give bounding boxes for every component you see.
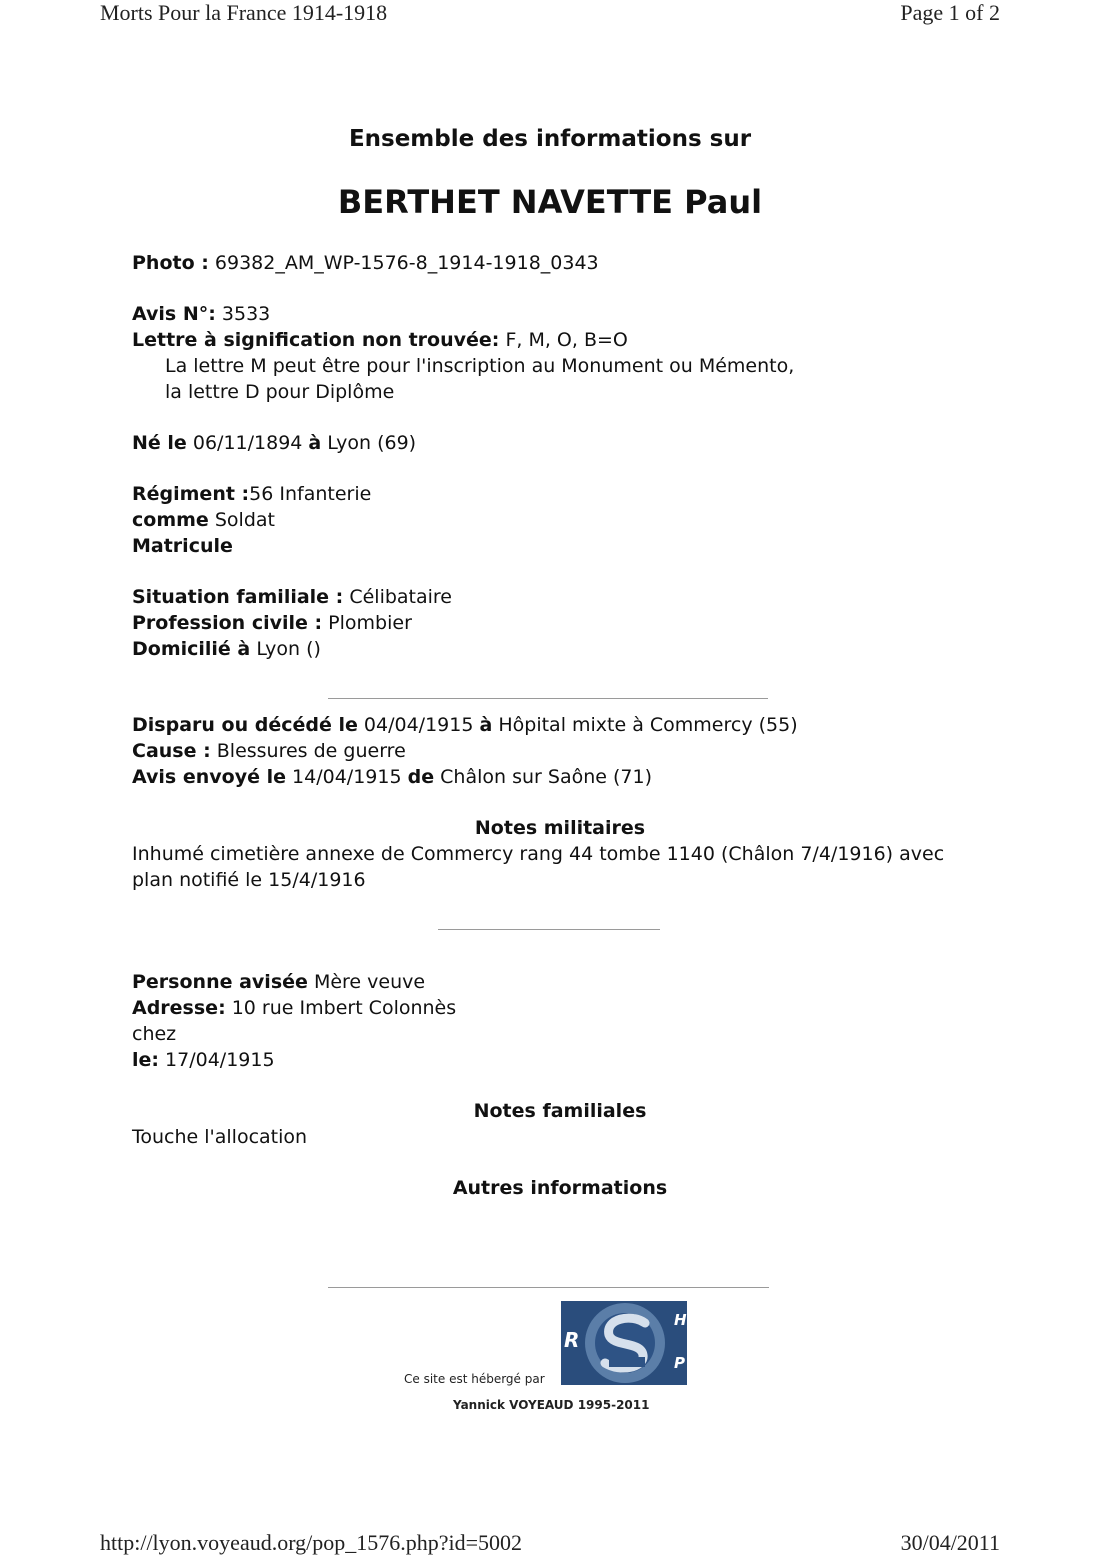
profession-row	[132, 610, 412, 636]
lettre-row	[132, 327, 628, 353]
host-logo[interactable]	[561, 1301, 687, 1385]
lettre-note-2: la lettre D pour Diplôme	[165, 381, 395, 403]
domicile-label: Domicilié à	[132, 638, 251, 660]
ne-date: 06/11/1894	[192, 432, 303, 454]
avis-value: 3533	[221, 303, 271, 325]
avis-envoye-row	[132, 764, 652, 790]
notes-militaires-line-2: plan notifié le 15/4/1916	[132, 869, 366, 891]
logo-letter-r: R	[564, 1328, 580, 1352]
logo-letter-h: H	[674, 1311, 687, 1329]
comme-label: comme	[132, 509, 209, 531]
profession-label: Profession civile :	[132, 612, 323, 634]
ne-a-label: à	[308, 432, 322, 454]
le-value: 17/04/1915	[165, 1049, 275, 1071]
separator-2	[438, 929, 660, 930]
heading-intro-text: Ensemble des informations sur	[348, 126, 752, 152]
person-name: BERTHET NAVETTE Paul	[337, 183, 763, 221]
personne-label: Personne avisée	[132, 971, 308, 993]
regiment-label: Régiment :	[132, 483, 250, 505]
matricule-label: Matricule	[132, 535, 233, 557]
personne-value: Mère veuve	[313, 971, 426, 993]
avis-envoye-de: de	[407, 766, 435, 788]
notes-militaires-line-1: Inhumé cimetière annexe de Commercy rang 44 tombe 1140 (Châlon 7/4/1916) avec	[132, 843, 945, 865]
avis-envoye-label: Avis envoyé le	[132, 766, 286, 788]
comme-value: Soldat	[214, 509, 275, 531]
heading-intro	[0, 126, 1100, 152]
avis-label: Avis N°:	[132, 303, 216, 325]
le-row	[132, 1047, 275, 1073]
ne-label: Né le	[132, 432, 187, 454]
cause-row	[132, 738, 406, 764]
deces-lieu: Hôpital mixte à Commercy (55)	[498, 714, 798, 736]
chez-label: chez	[132, 1023, 177, 1045]
notes-familiales-title: Notes familiales	[473, 1100, 647, 1122]
copyright-text: Yannick VOYEAUD 1995-2011	[453, 1398, 650, 1412]
hosted-by-text: Ce site est hébergé par	[404, 1372, 545, 1386]
cause-label: Cause :	[132, 740, 211, 762]
lettre-label: Lettre à signification non trouvée:	[132, 329, 500, 351]
deces-a-label: à	[479, 714, 493, 736]
photo-label: Photo :	[132, 252, 209, 274]
deces-label: Disparu ou décédé le	[132, 714, 358, 736]
situation-row	[132, 584, 452, 610]
notes-familiales-text: Touche l'allocation	[132, 1126, 308, 1148]
print-header-title: Morts Pour la France 1914-1918	[100, 0, 388, 25]
separator-1	[328, 698, 768, 699]
lettre-value: F, M, O, B=O	[505, 329, 628, 351]
separator-3	[328, 1287, 769, 1288]
adresse-label: Adresse:	[132, 997, 226, 1019]
profession-value: Plombier	[328, 612, 412, 634]
avis-envoye-date: 14/04/1915	[292, 766, 402, 788]
print-header-page: Page 1 of 2	[900, 0, 1000, 25]
ne-lieu: Lyon (69)	[327, 432, 417, 454]
print-footer-date: 30/04/2011	[900, 1530, 1000, 1555]
domicile-row	[132, 636, 321, 662]
situation-label: Situation familiale :	[132, 586, 344, 608]
adresse-value: 10 rue Imbert Colonnès	[231, 997, 457, 1019]
deces-row	[132, 712, 798, 738]
avis-envoye-lieu: Châlon sur Saône (71)	[440, 766, 652, 788]
autres-informations-title: Autres informations	[452, 1177, 668, 1199]
domicile-value: Lyon ()	[256, 638, 321, 660]
avis-row	[132, 301, 270, 327]
regiment-row	[132, 481, 371, 507]
print-footer-url: http://lyon.voyeaud.org/pop_1576.php?id=5002	[100, 1530, 523, 1555]
personne-row	[132, 969, 425, 995]
cause-value: Blessures de guerre	[216, 740, 406, 762]
situation-value: Célibataire	[349, 586, 453, 608]
adresse-row	[132, 995, 456, 1021]
naissance-row	[132, 430, 416, 456]
regiment-value: 56 Infanterie	[249, 483, 372, 505]
comme-row	[132, 507, 275, 533]
host-logo-graphic	[561, 1301, 687, 1385]
photo-value: 69382_AM_WP-1576-8_1914-1918_0343	[214, 252, 599, 274]
deces-date: 04/04/1915	[363, 714, 474, 736]
le-label: le:	[132, 1049, 159, 1071]
photo-row	[132, 250, 599, 276]
logo-letter-p: P	[674, 1354, 685, 1372]
lettre-note-1: La lettre M peut être pour l'inscription au Monument ou Mémento,	[165, 355, 795, 377]
notes-militaires-title: Notes militaires	[474, 817, 646, 839]
